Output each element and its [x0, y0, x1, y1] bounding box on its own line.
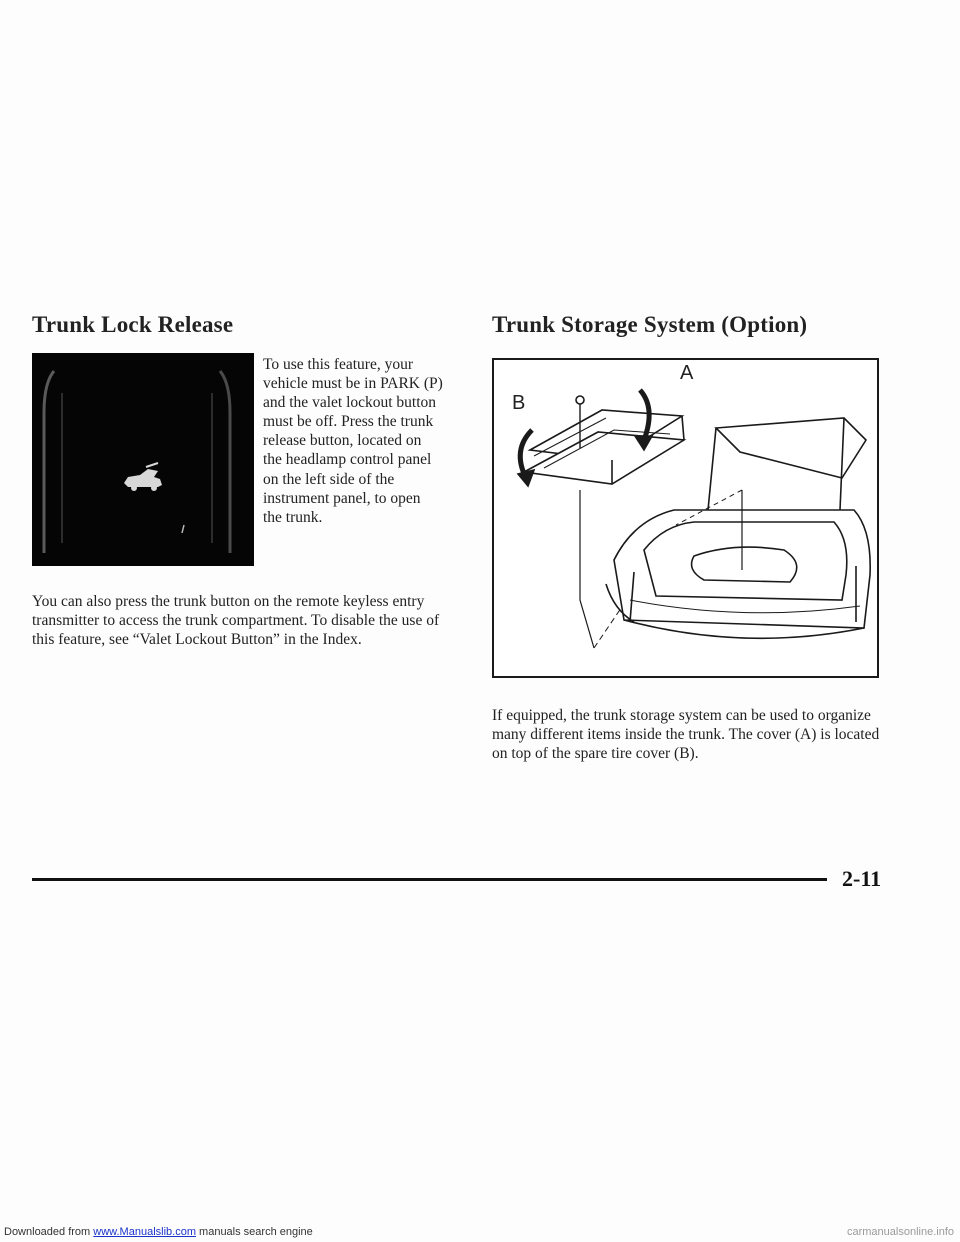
carmanualsonline-watermark: carmanualsonline.info: [846, 1226, 954, 1238]
trunk-storage-system-title: Trunk Storage System (Option): [492, 312, 808, 337]
footer-suffix: manuals search engine: [195, 1226, 313, 1238]
page-number: 2-11: [842, 866, 882, 891]
download-footer: [4, 1226, 313, 1238]
trunk-lock-release-title: Trunk Lock Release: [32, 312, 234, 337]
remote-keyless-paragraph: You can also press the trunk button on the remote keyless entry transmitter to access the trunk compartment. To disable the use of this feature, see “Valet Lockout Button” in the Index.: [32, 593, 440, 649]
label-b: B: [512, 392, 526, 414]
manualslib-link[interactable]: www.Manualslib.com: [93, 1226, 196, 1238]
label-a: A: [680, 362, 694, 384]
footer-rule: [32, 878, 827, 881]
trunk-release-instructions: To use this feature, your vehicle must be in PARK (P) and the valet lockout button must be off. Press the trunk release button, located on the headlamp control panel on the left side of the instrument panel, to open the trunk.: [263, 356, 443, 526]
trunk-release-button-photo: [32, 353, 254, 566]
trunk-storage-paragraph: If equipped, the trunk storage system can be used to organize many different items inside the trunk. The cover (A) is located on top of the spare tire cover (B).: [492, 707, 880, 763]
trunk-storage-illustration: [492, 358, 879, 678]
footer-prefix: Downloaded from: [4, 1226, 94, 1238]
